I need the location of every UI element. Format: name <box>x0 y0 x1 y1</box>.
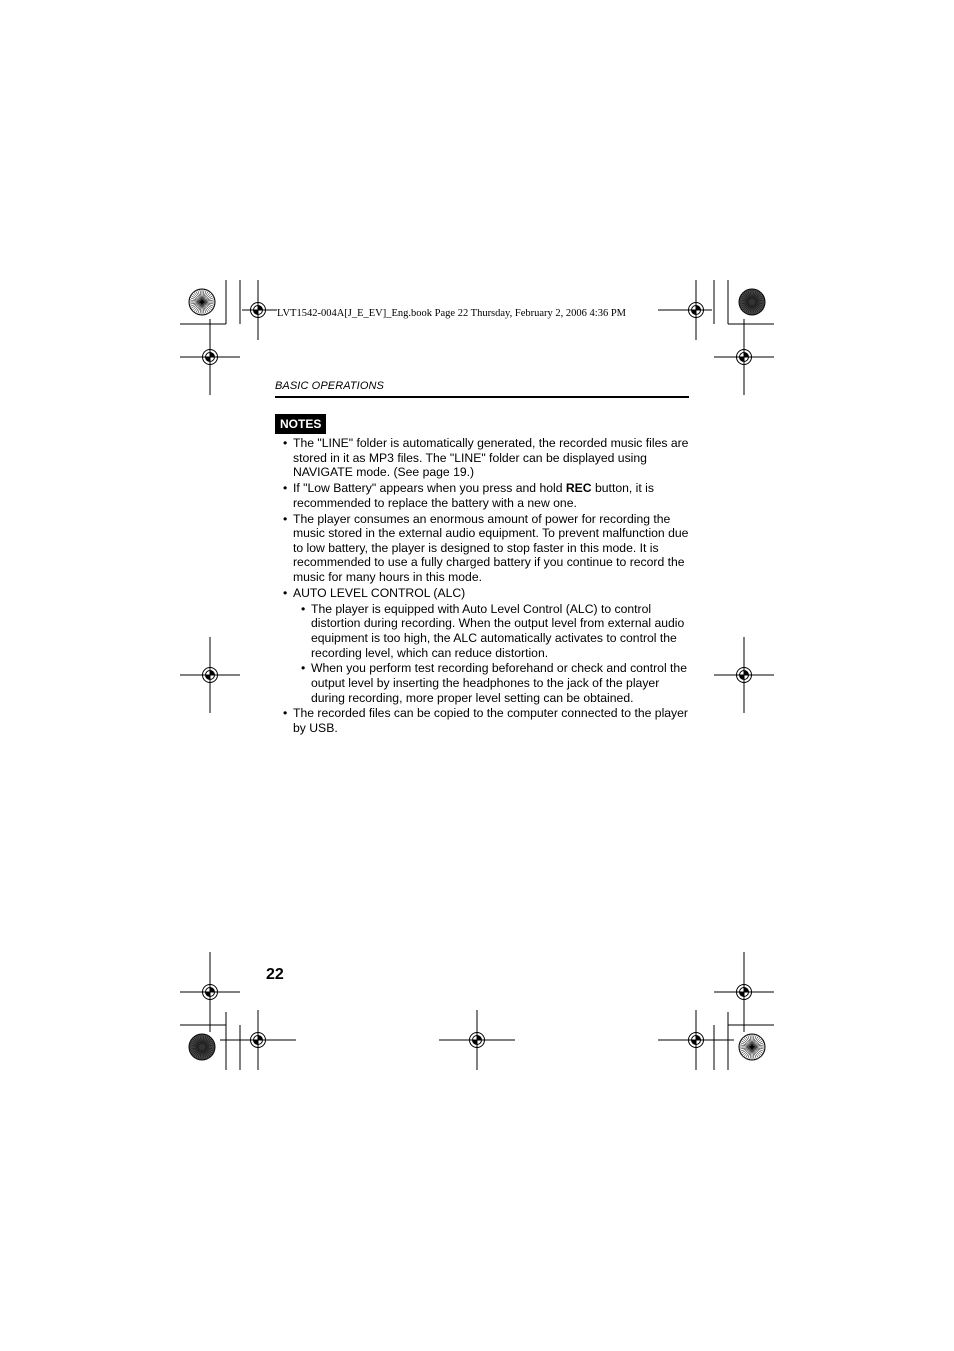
note-text: The recorded files can be copied to the computer connected to the player by USB. <box>293 706 688 736</box>
registration-mark <box>680 280 712 340</box>
subnote-item <box>280 661 692 705</box>
bullet: • <box>283 436 288 450</box>
subnote-text: The player is equipped with Auto Level Control (ALC) to control distortion during recording. When the output level from external audio equipment is too high, the ALC automatically activates to control the recording level, which can reduce distortion. <box>311 601 685 660</box>
rec-button-label: REC <box>565 481 592 496</box>
section-divider <box>275 396 689 398</box>
registration-mark <box>439 1010 515 1070</box>
registration-mark <box>180 637 240 713</box>
note-item <box>280 586 692 705</box>
color-bar <box>189 1034 215 1060</box>
subnote-item <box>280 602 692 660</box>
note-text: button, it is recommended to replace the battery with a new one. <box>293 481 654 510</box>
registration-mark <box>242 280 274 340</box>
notes-badge: NOTES <box>275 414 326 434</box>
registration-mark <box>714 319 774 395</box>
color-bar <box>189 289 215 315</box>
bullet: • <box>283 585 288 600</box>
registration-mark <box>220 1010 296 1070</box>
note-item <box>280 481 692 510</box>
color-bar <box>739 1034 765 1060</box>
registration-mark <box>714 952 774 1032</box>
note-text: The player consumes an enormous amount of power for recording the music stored in the external audio equipment. To prevent malfunction due to low battery, the player is designed to stop faster in this mode. It is recommended to use a fully charged battery if you continue to record the music for many hours in this mode. <box>293 511 689 584</box>
notes-list <box>280 436 692 737</box>
page-number: 22 <box>266 966 284 983</box>
color-bar <box>739 289 765 315</box>
bullet: • <box>283 706 288 721</box>
registration-mark <box>714 637 774 713</box>
registration-mark <box>180 952 240 1032</box>
bullet: • <box>301 601 306 616</box>
registration-mark <box>180 319 240 395</box>
note-item <box>280 512 692 585</box>
note-text: If "Low Battery" appears when you press and hold <box>293 481 566 496</box>
bullet: • <box>301 661 306 676</box>
bullet: • <box>283 481 288 496</box>
file-slug: LVT1542-004A[J_E_EV]_Eng.book Page 22 Thursday, February 2, 2006 4:36 PM <box>277 308 626 319</box>
subnote-text: When you perform test recording beforehand or check and control the output level by inserting the headphones to the jack of the player during recording, more proper level setting can be obtained. <box>311 661 687 705</box>
bullet: • <box>283 511 288 526</box>
section-title: BASIC OPERATIONS <box>275 380 384 392</box>
note-item <box>280 706 692 735</box>
registration-mark <box>658 1010 734 1070</box>
note-item <box>280 436 692 480</box>
note-text: AUTO LEVEL CONTROL (ALC) <box>293 585 466 600</box>
note-text: The "LINE" folder is automatically generated, the recorded music files are stored in it as MP3 files. The "LINE" folder can be displayed using NAVIGATE mode. (See page 19.) <box>293 436 689 480</box>
alc-subnotes <box>293 602 692 705</box>
